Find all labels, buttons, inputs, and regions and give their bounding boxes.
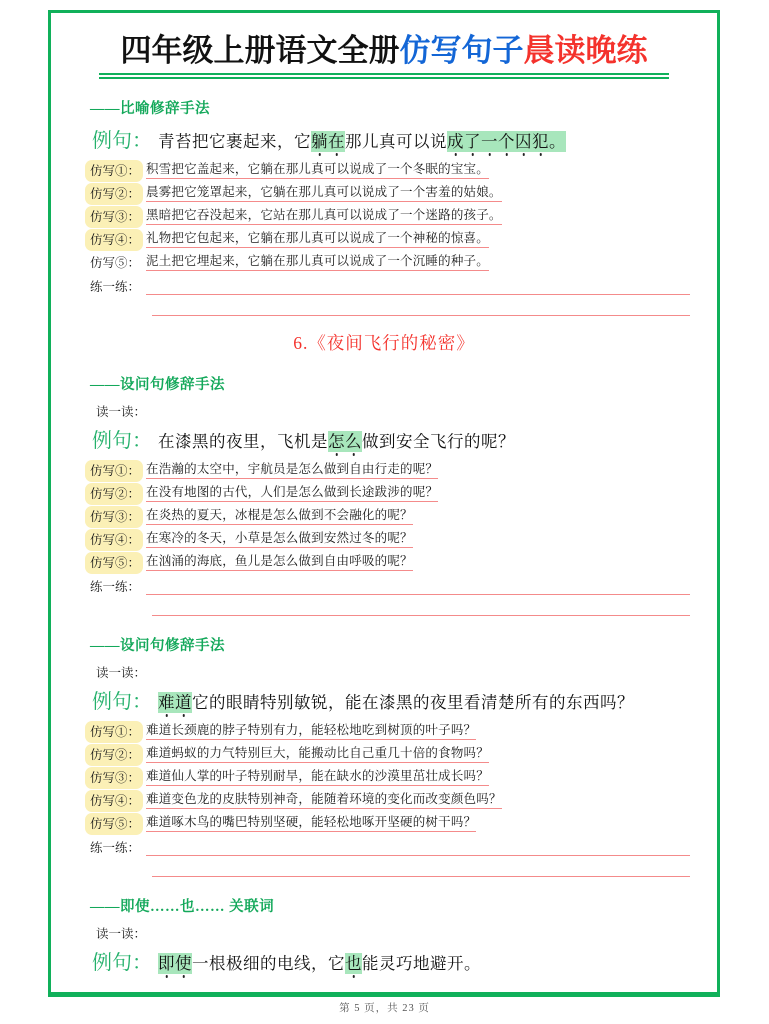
- example-row-metaphor: [92, 124, 698, 153]
- imitation-label: 仿写③：: [90, 507, 146, 525]
- imitation-text: 黑暗把它吞没起来，它站在那儿真可以说成了一个迷路的孩子。: [146, 205, 502, 225]
- page-title: [121, 32, 648, 71]
- example-highlight-1: 怎么: [328, 431, 362, 451]
- practice-write-line[interactable]: [146, 280, 690, 295]
- practice-write-line[interactable]: [152, 595, 690, 616]
- imitation-label: 仿写①：: [90, 161, 146, 179]
- example-label: 例句：: [92, 424, 158, 453]
- imitation-text: 晨雾把它笼罩起来，它躺在那儿真可以说成了一个害羞的姑娘。: [146, 182, 502, 202]
- example-label: 例句：: [92, 124, 158, 153]
- imitation-row: [90, 766, 698, 786]
- imitation-label: 仿写①：: [90, 722, 146, 740]
- imitation-label: 仿写②：: [90, 184, 146, 202]
- imitation-list-metaphor: [70, 159, 698, 271]
- practice-row: [90, 277, 698, 295]
- practice-write-line[interactable]: [152, 856, 690, 877]
- read-label: 读一读：: [96, 404, 147, 419]
- example-row-question-1: [92, 424, 698, 453]
- practice-label: 练一练：: [90, 279, 141, 294]
- title-part-practice: 晨读晚练: [523, 33, 648, 68]
- imitation-label: 仿写③：: [90, 768, 146, 786]
- example-sentence: [158, 950, 481, 974]
- imitation-label: 仿写④：: [90, 791, 146, 809]
- practice-label: 练一练：: [90, 579, 141, 594]
- imitation-list-question-2: [70, 720, 698, 832]
- example-text-plain-2: 一根极细的电线，它: [192, 953, 345, 973]
- imitation-label: 仿写⑤：: [90, 255, 141, 270]
- imitation-label: 仿写①：: [90, 461, 146, 479]
- example-label: 例句：: [92, 685, 158, 714]
- example-sentence: [158, 689, 634, 713]
- imitation-row: [90, 459, 698, 479]
- imitation-text: 难道蚂蚁的力气特别巨大，能搬动比自己重几十倍的食物吗？: [146, 743, 489, 763]
- title-block: [70, 24, 698, 79]
- imitation-text: 在寒冷的冬天，小草是怎么做到安然过冬的呢？: [146, 528, 413, 548]
- imitation-label: 仿写④：: [90, 530, 146, 548]
- practice-block-metaphor: [90, 277, 698, 316]
- title-underline: [99, 73, 669, 79]
- section-heading-conjunction: ——即使……也…… 关联词: [90, 898, 275, 915]
- example-highlight-1: 躺在: [311, 131, 345, 151]
- page-content: [48, 10, 720, 995]
- imitation-row: [90, 228, 698, 248]
- imitation-row: [90, 743, 698, 763]
- imitation-row: [90, 789, 698, 809]
- imitation-text: 难道变色龙的皮肤特别神奇，能随着环境的变化而改变颜色吗？: [146, 789, 502, 809]
- example-text-plain-3: 能灵巧地避开。: [362, 953, 481, 973]
- imitation-row: [90, 551, 698, 571]
- imitation-label: 仿写②：: [90, 745, 146, 763]
- example-text-plain: 在漆黑的夜里，飞机是: [158, 431, 328, 451]
- example-text-plain-2: 那儿真可以说: [345, 131, 447, 151]
- imitation-text: 在没有地图的古代，人们是怎么做到长途跋涉的呢？: [146, 482, 438, 502]
- practice-label: 练一练：: [90, 840, 141, 855]
- imitation-label: 仿写③：: [90, 207, 146, 225]
- chapter-title: 6.《夜间飞行的秘密》: [293, 332, 475, 353]
- imitation-label: 仿写⑤：: [90, 553, 146, 571]
- imitation-row: [90, 482, 698, 502]
- section-heading-metaphor: ——比喻修辞手法: [90, 100, 210, 117]
- imitation-text: 在汹涌的海底，鱼儿是怎么做到自由呼吸的呢？: [146, 551, 413, 571]
- section-heading-question-1: ——设问句修辞手法: [90, 376, 225, 393]
- example-highlight-2: 成了一个囚犯。: [447, 131, 566, 151]
- example-highlight-1: 难道: [158, 692, 192, 712]
- practice-block-question-2: [90, 838, 698, 877]
- imitation-list-question-1: [70, 459, 698, 571]
- read-label: 读一读：: [96, 665, 147, 680]
- imitation-label: 仿写②：: [90, 484, 146, 502]
- title-part-subject: 四年级上册语文全册: [120, 33, 400, 68]
- imitation-row: [90, 720, 698, 740]
- imitation-text: 礼物把它包起来，它躺在那儿真可以说成了一个神秘的惊喜。: [146, 228, 489, 248]
- section-heading-question-2: ——设问句修辞手法: [90, 637, 225, 654]
- imitation-row: [90, 528, 698, 548]
- practice-write-line[interactable]: [146, 841, 690, 856]
- example-text-plain-2: 它的眼睛特别敏锐，能在漆黑的夜里看清楚所有的东西吗？: [192, 692, 634, 712]
- example-row-conjunction: [92, 946, 698, 975]
- imitation-row: [90, 251, 698, 271]
- read-label: 读一读：: [96, 926, 147, 941]
- practice-row: [90, 838, 698, 856]
- example-row-question-2: [92, 685, 698, 714]
- imitation-label: 仿写④：: [90, 230, 146, 248]
- example-text-plain: 青苔把它裹起来，它: [158, 131, 311, 151]
- example-highlight-1: 即使: [158, 953, 192, 973]
- imitation-row: [90, 159, 698, 179]
- imitation-text: 在炎热的夏天，冰棍是怎么做到不会融化的呢？: [146, 505, 413, 525]
- practice-row: [90, 577, 698, 595]
- practice-write-line[interactable]: [146, 580, 690, 595]
- example-sentence: [158, 428, 515, 452]
- imitation-text: 难道啄木鸟的嘴巴特别坚硬，能轻松地啄开坚硬的树干吗？: [146, 812, 476, 832]
- example-sentence: [158, 128, 566, 152]
- example-text-plain-2: 做到安全飞行的呢？: [362, 431, 515, 451]
- example-label: 例句：: [92, 946, 158, 975]
- title-part-topic: 仿写句子: [399, 33, 524, 68]
- imitation-row: [90, 812, 698, 832]
- imitation-text: 难道长颈鹿的脖子特别有力，能轻松地吃到树顶的叶子吗？: [146, 720, 476, 740]
- imitation-label: 仿写⑤：: [90, 814, 146, 832]
- imitation-text: 难道仙人掌的叶子特别耐旱，能在缺水的沙漠里茁壮成长吗？: [146, 766, 489, 786]
- example-highlight-2: 也: [345, 953, 362, 973]
- imitation-text: 在浩瀚的太空中，宇航员是怎么做到自由行走的呢？: [146, 459, 438, 479]
- footer-divider: [48, 992, 720, 997]
- practice-block-question-1: [90, 577, 698, 616]
- page-number-footer: 第 5 页，共 23 页: [339, 1003, 430, 1014]
- practice-write-line[interactable]: [152, 295, 690, 316]
- imitation-text: 泥土把它埋起来，它躺在那儿真可以说成了一个沉睡的种子。: [146, 251, 489, 271]
- imitation-row: [90, 182, 698, 202]
- imitation-text: 积雪把它盖起来，它躺在那儿真可以说成了一个冬眠的宝宝。: [146, 159, 489, 179]
- imitation-row: [90, 205, 698, 225]
- imitation-row: [90, 505, 698, 525]
